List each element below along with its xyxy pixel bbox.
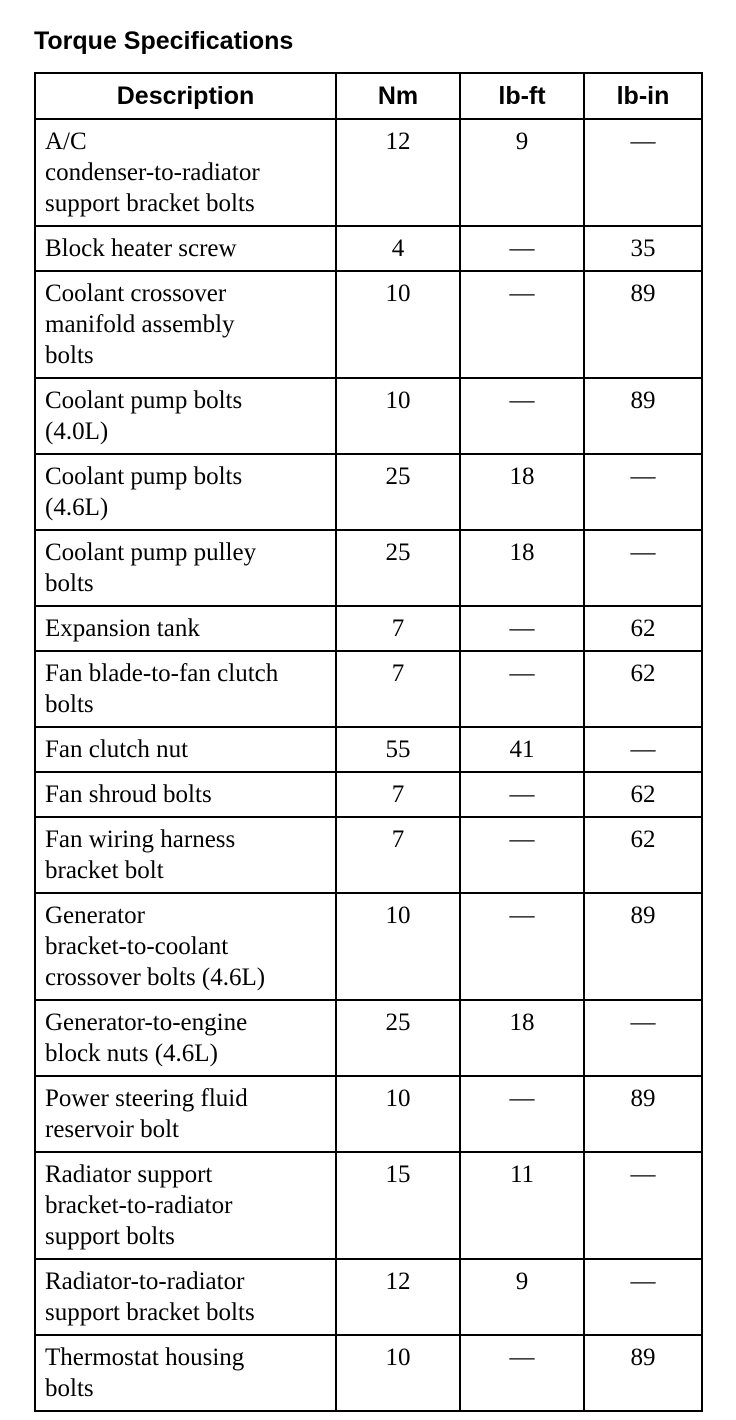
lb-ft-cell: 18 bbox=[460, 530, 584, 606]
description-cell: Coolant crossover manifold assembly bolts bbox=[35, 271, 336, 378]
header-nm: Nm bbox=[336, 73, 460, 119]
table-row bbox=[35, 651, 702, 727]
table-row bbox=[35, 226, 702, 271]
table-row bbox=[35, 530, 702, 606]
lb-in-cell: — bbox=[584, 530, 702, 606]
description-cell: Fan shroud bolts bbox=[35, 772, 336, 817]
lb-ft-cell: 9 bbox=[460, 119, 584, 226]
nm-cell: 10 bbox=[336, 1076, 460, 1152]
description-cell: Fan clutch nut bbox=[35, 727, 336, 772]
lb-ft-cell: — bbox=[460, 817, 584, 893]
lb-ft-cell: — bbox=[460, 606, 584, 651]
table-row bbox=[35, 1152, 702, 1259]
lb-in-cell: 89 bbox=[584, 1076, 702, 1152]
table-row bbox=[35, 271, 702, 378]
nm-cell: 10 bbox=[336, 271, 460, 378]
description-cell: Fan wiring harness bracket bolt bbox=[35, 817, 336, 893]
table-row bbox=[35, 1076, 702, 1152]
nm-cell: 7 bbox=[336, 772, 460, 817]
lb-ft-cell: — bbox=[460, 651, 584, 727]
table-row bbox=[35, 454, 702, 530]
table-row bbox=[35, 606, 702, 651]
table-body bbox=[35, 119, 702, 1411]
description-cell: Generator bracket-to-coolant crossover bolts (4.6L) bbox=[35, 893, 336, 1000]
nm-cell: 55 bbox=[336, 727, 460, 772]
lb-ft-cell: — bbox=[460, 893, 584, 1000]
header-lb-ft: lb-ft bbox=[460, 73, 584, 119]
lb-in-cell: — bbox=[584, 1000, 702, 1076]
nm-cell: 10 bbox=[336, 378, 460, 454]
nm-cell: 10 bbox=[336, 1335, 460, 1411]
table-row bbox=[35, 1259, 702, 1335]
lb-ft-cell: 41 bbox=[460, 727, 584, 772]
lb-in-cell: — bbox=[584, 727, 702, 772]
nm-cell: 10 bbox=[336, 893, 460, 1000]
header-lb-in: lb-in bbox=[584, 73, 702, 119]
nm-cell: 12 bbox=[336, 119, 460, 226]
description-cell: Generator-to-engine block nuts (4.6L) bbox=[35, 1000, 336, 1076]
torque-spec-table bbox=[34, 72, 703, 1412]
nm-cell: 7 bbox=[336, 651, 460, 727]
table-row bbox=[35, 817, 702, 893]
table-row bbox=[35, 727, 702, 772]
lb-in-cell: — bbox=[584, 1259, 702, 1335]
description-cell: Block heater screw bbox=[35, 226, 336, 271]
lb-in-cell: 62 bbox=[584, 651, 702, 727]
lb-in-cell: 89 bbox=[584, 378, 702, 454]
table-row bbox=[35, 119, 702, 226]
lb-in-cell: 89 bbox=[584, 1335, 702, 1411]
description-cell: Radiator support bracket-to-radiator support bolts bbox=[35, 1152, 336, 1259]
description-cell: Fan blade-to-fan clutch bolts bbox=[35, 651, 336, 727]
lb-in-cell: — bbox=[584, 454, 702, 530]
description-cell: Coolant pump pulley bolts bbox=[35, 530, 336, 606]
lb-in-cell: — bbox=[584, 119, 702, 226]
nm-cell: 25 bbox=[336, 454, 460, 530]
lb-ft-cell: 18 bbox=[460, 1000, 584, 1076]
nm-cell: 7 bbox=[336, 817, 460, 893]
lb-ft-cell: — bbox=[460, 772, 584, 817]
lb-ft-cell: — bbox=[460, 1335, 584, 1411]
lb-ft-cell: 9 bbox=[460, 1259, 584, 1335]
lb-in-cell: 62 bbox=[584, 772, 702, 817]
description-cell: Power steering fluid reservoir bolt bbox=[35, 1076, 336, 1152]
lb-ft-cell: — bbox=[460, 1076, 584, 1152]
lb-in-cell: 62 bbox=[584, 817, 702, 893]
nm-cell: 25 bbox=[336, 530, 460, 606]
nm-cell: 12 bbox=[336, 1259, 460, 1335]
lb-ft-cell: — bbox=[460, 378, 584, 454]
lb-in-cell: 62 bbox=[584, 606, 702, 651]
description-cell: Coolant pump bolts (4.6L) bbox=[35, 454, 336, 530]
description-cell: Thermostat housing bolts bbox=[35, 1335, 336, 1411]
header-description: Description bbox=[35, 73, 336, 119]
lb-in-cell: 89 bbox=[584, 271, 702, 378]
table-row bbox=[35, 893, 702, 1000]
lb-ft-cell: 18 bbox=[460, 454, 584, 530]
page-title: Torque Specifications bbox=[34, 27, 294, 55]
lb-in-cell: — bbox=[584, 1152, 702, 1259]
lb-in-cell: 89 bbox=[584, 893, 702, 1000]
table-header-row bbox=[35, 73, 702, 119]
description-cell: Radiator-to-radiator support bracket bolts bbox=[35, 1259, 336, 1335]
description-cell: A/C condenser-to-radiator support bracket bolts bbox=[35, 119, 336, 226]
table-row bbox=[35, 1335, 702, 1411]
table-row bbox=[35, 1000, 702, 1076]
description-cell: Coolant pump bolts (4.0L) bbox=[35, 378, 336, 454]
table-row bbox=[35, 772, 702, 817]
description-cell: Expansion tank bbox=[35, 606, 336, 651]
nm-cell: 4 bbox=[336, 226, 460, 271]
nm-cell: 7 bbox=[336, 606, 460, 651]
lb-ft-cell: — bbox=[460, 271, 584, 378]
nm-cell: 15 bbox=[336, 1152, 460, 1259]
lb-ft-cell: 11 bbox=[460, 1152, 584, 1259]
lb-in-cell: 35 bbox=[584, 226, 702, 271]
nm-cell: 25 bbox=[336, 1000, 460, 1076]
table-row bbox=[35, 378, 702, 454]
lb-ft-cell: — bbox=[460, 226, 584, 271]
